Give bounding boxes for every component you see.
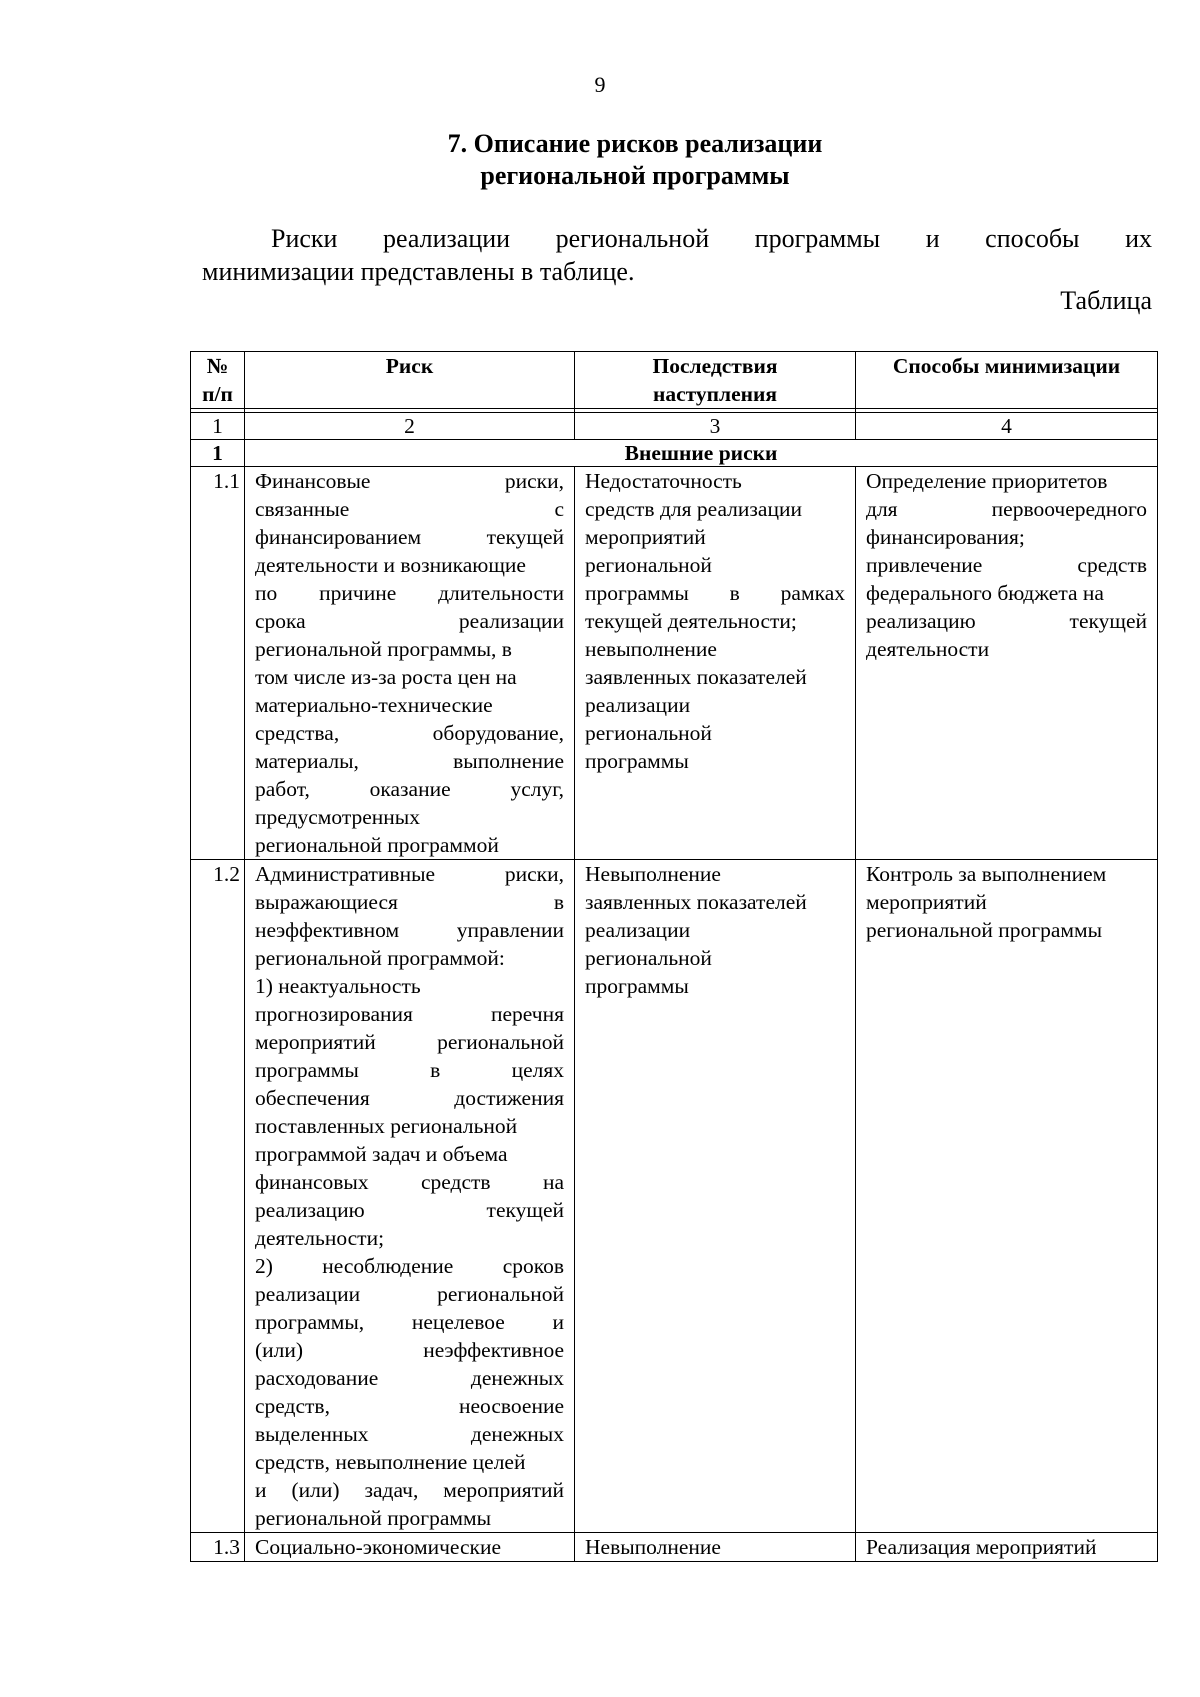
cell-line: обеспечения достижения [255,1086,564,1110]
row-num: 1.3 [191,1533,245,1562]
page-number: 9 [594,72,606,97]
cell-line: поставленных региональной [255,1114,518,1138]
cell-line: деятельности и возникающие [255,553,526,577]
cell-line: Определение приоритетов [866,469,1108,493]
cell-line: программы [585,974,689,998]
header-consequences [575,352,856,409]
intro-word: реализации [383,224,511,253]
group-label: Внешние риски [245,440,1158,467]
cell-line: программы в рамках [585,581,845,605]
cell-line: Невыполнение [585,862,721,886]
cell-line: реализации региональной [255,1282,564,1306]
header-risk: Риск [245,352,575,409]
risk-cell [245,1533,575,1562]
intro-word: Риски [271,224,338,253]
cell-line: средства, оборудование, [255,721,564,745]
cell-line: для первоочередного [866,497,1147,521]
cell-line: региональной программы [255,1506,492,1530]
cell-line: работ, оказание услуг, [255,777,564,801]
intro-word: программы [754,224,881,253]
cell-line: мероприятий [866,890,987,914]
cell-line: Реализация мероприятий [866,1535,1097,1559]
cell-line: заявленных показателей [585,665,807,689]
cell-line: региональной программы, в [255,637,512,661]
cell-line: материалы, выполнение [255,749,564,773]
cell-line: Социально-экономические [255,1535,502,1559]
cell-line: прогнозирования перечня [255,1002,564,1026]
consequences-cell [575,1533,856,1562]
cell-line: региональной [585,553,712,577]
section-title [0,128,1200,192]
cell-line: федерального бюджета на [866,581,1104,605]
header-num-line1: № [206,354,229,378]
cell-line: региональной [585,721,712,745]
cell-line: средств, неосвоение [255,1394,564,1418]
cell-line: реализацию текущей [255,1198,564,1222]
mitigation-cell [856,860,1158,1533]
cell-line: срока реализации [255,609,564,633]
row-num: 1.2 [191,860,245,1533]
cell-line: программы, нецелевое и [255,1310,564,1334]
header-consequences-line1: Последствия [652,354,778,378]
cell-line: (или) неэффективное [255,1338,564,1362]
cell-line: финансовых средств на [255,1170,564,1194]
cell-line: средств, невыполнение целей [255,1450,526,1474]
cell-line: выделенных денежных [255,1422,564,1446]
cell-line: предусмотренных [255,805,420,829]
cell-line: региональной программой: [255,946,505,970]
cell-line: Недостаточность [585,469,742,493]
cell-line: региональной [585,946,712,970]
group-num: 1 [191,440,245,467]
intro-word: их [1125,224,1152,253]
table-row [191,860,1158,1533]
consequences-cell [575,860,856,1533]
header-mitigation: Способы минимизации [856,352,1158,409]
cell-line: 1) неактуальность [255,974,421,998]
cell-line: средств для реализации [585,497,802,521]
risk-cell [245,467,575,860]
intro-line1 [202,222,1152,255]
cell-line: реализации [585,918,691,942]
section-title-line1: 7. Описание рисков реализации [447,129,823,158]
intro-line2: минимизации представлены в таблице. [202,257,635,286]
consequences-cell [575,467,856,860]
cell-line: Невыполнение [585,1535,721,1559]
cell-line: 2) несоблюдение сроков [255,1254,564,1278]
cell-line: неэффективном управлении [255,918,564,942]
cell-line: мероприятий региональной [255,1030,564,1054]
cell-line: расходование денежных [255,1366,564,1390]
risk-cell [245,860,575,1533]
intro-word: и [925,224,940,253]
cell-line: привлечение средств [866,553,1147,577]
table-caption: Таблица [1060,286,1152,315]
cell-line: реализации [585,693,691,717]
cell-line: текущей деятельности; [585,609,797,633]
table-header-row [191,352,1158,409]
cell-line: Финансовые риски, [255,469,564,493]
header-num [191,352,245,409]
row-num: 1.1 [191,467,245,860]
table-row [191,467,1158,860]
risks-table [190,351,1158,1562]
cell-line: финансирования; [866,525,1025,549]
cell-line: программы [585,749,689,773]
header-num-line2: п/п [202,382,233,406]
column-number: 2 [245,413,575,440]
cell-line: Контроль за выполнением [866,862,1107,886]
section-title-line2: региональной программы [480,161,790,190]
cell-line: региональной программы [866,918,1103,942]
column-number: 1 [191,413,245,440]
cell-line: финансированием текущей [255,525,564,549]
table-row [191,1533,1158,1562]
intro-word: способы [985,224,1080,253]
cell-line: и (или) задач, мероприятий [255,1478,564,1502]
cell-line: том числе из-за роста цен на [255,665,517,689]
cell-line: материально-технические [255,693,493,717]
column-number: 3 [575,413,856,440]
cell-line: невыполнение [585,637,717,661]
cell-line: выражающиеся в [255,890,564,914]
cell-line: программой задач и объема [255,1142,508,1166]
column-numbers-row [191,413,1158,440]
cell-line: по причине длительности [255,581,564,605]
cell-line: программы в целях [255,1058,564,1082]
cell-line: связанные с [255,497,564,521]
cell-line: Административные риски, [255,862,564,886]
cell-line: реализацию текущей [866,609,1147,633]
intro-paragraph [202,222,1152,288]
column-number: 4 [856,413,1158,440]
mitigation-cell [856,467,1158,860]
group-row [191,440,1158,467]
cell-line: мероприятий [585,525,706,549]
mitigation-cell [856,1533,1158,1562]
cell-line: деятельности [866,637,990,661]
cell-line: региональной программой [255,833,499,857]
intro-word: региональной [555,224,710,253]
cell-line: заявленных показателей [585,890,807,914]
cell-line: деятельности; [255,1226,385,1250]
header-consequences-line2: наступления [652,382,778,406]
